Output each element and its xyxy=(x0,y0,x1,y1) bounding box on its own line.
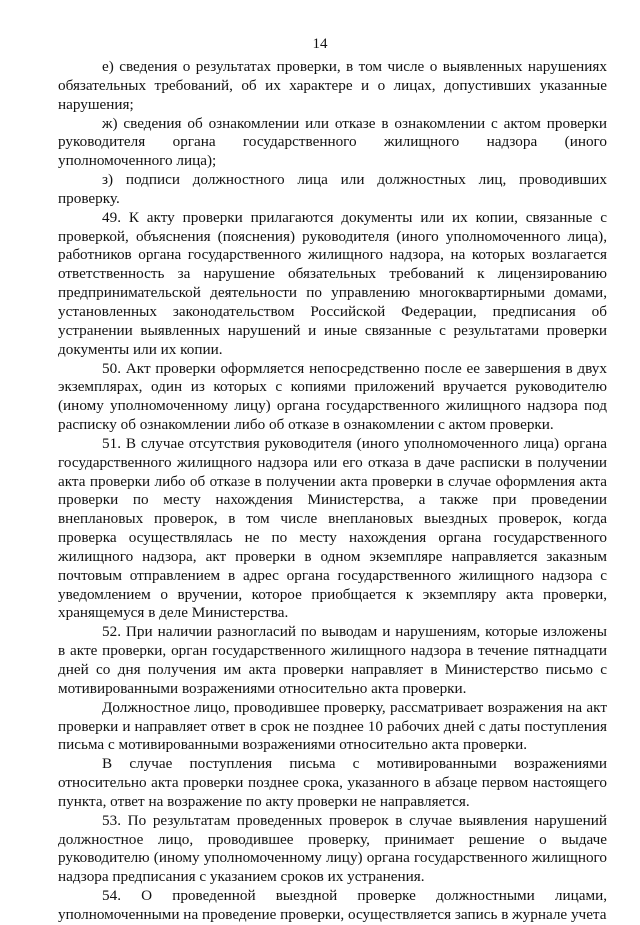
paragraph-50: 50. Акт проверки оформляется непосредственно после ее завершения в двух экземплярах, один из которых с копиями приложений вручается руководителю (иному уполномоченному лицу) органа государственного жилищного надзора под расписку об ознакомлении либо об отказе в ознакомлении с актом проверки. xyxy=(58,359,607,434)
paragraph-52-objection-review: Должностное лицо, проводившее проверку, рассматривает возражения на акт проверки и направляет ответ в срок не позднее 10 рабочих дней с даты поступления письма с мотивированными возражениями относительно акта проверки. xyxy=(58,698,607,754)
paragraph-item-z: з) подписи должностного лица или должностных лиц, проводивших проверку. xyxy=(58,171,607,207)
paragraph-item-e: е) сведения о результатах проверки, в том числе о выявленных нарушениях обязательных требований, об их характере и о лицах, допустивших указанные нарушения; xyxy=(58,58,607,113)
page-number: 14 xyxy=(312,36,328,52)
paragraph-53: 53. По результатам проведенных проверок в случае выявления нарушений должностное лицо, проводившее проверку, принимает решение о выдаче руководителю (иному уполномоченному лицу) органа государственного жилищного надзора предписания с указанием сроков их устранения. xyxy=(58,811,607,886)
paragraph-52-late-objection: В случае поступления письма с мотивированными возражениями относительно акта проверки позднее срока, указанного в абзаце первом настоящего пункта, ответ на возражение по акту проверки не направляется. xyxy=(58,755,607,810)
paragraph-item-zh: ж) сведения об ознакомлении или отказе в ознакомлении с актом проверки руководителя органа государственного жилищного надзора (иного уполномоченного лица); xyxy=(58,114,607,170)
paragraph-54: 54. О проведенной выездной проверке должностными лицами, уполномоченными на проведение проверки, осуществляется запись в журнале учета xyxy=(58,887,607,923)
paragraph-52: 52. При наличии разногласий по выводам и нарушениям, которые изложены в акте проверки, орган государственного жилищного надзора в течение пятнадцати дней со дня получения им акта проверки направляет в Министерство письмо с мотивированными возражениями относительно акта проверки. xyxy=(58,623,607,697)
document-body xyxy=(58,58,607,925)
paragraph-49: 49. К акту проверки прилагаются документы или их копии, связанные с проверкой, объяснения (пояснения) руководителя (иного уполномоченного лица), работников органа государственного жилищного надзора, на которых возлагается ответственность за нарушение обязательных требований к лицензированию предпринимательской деятельности по управлению многоквартирными домами, установленных законодательством Российской Федерации, предписания об устранении выявленных нарушений и иные связанные с результатами проверки документы или их копии. xyxy=(58,208,607,358)
paragraph-51: 51. В случае отсутствия руководителя (иного уполномоченного лица) органа государственного жилищного надзора или его отказа в даче расписки в получении акта проверки либо об отказе в получении акта проверки в случае оформления акта проверки по месту нахождения Министерства, а также при проведении внеплановых проверок, в том числе внеплановых выездных проверок, когда проверка осуществлялась не по месту нахождения органа государственного жилищного надзора, акт проверки в одном экземпляре направляется заказным почтовым отправлением в адрес органа государственного жилищного надзора с уведомлением о вручении, которое приобщается к экземпляру акта проверки, хранящемуся в деле Министерства. xyxy=(58,434,607,622)
